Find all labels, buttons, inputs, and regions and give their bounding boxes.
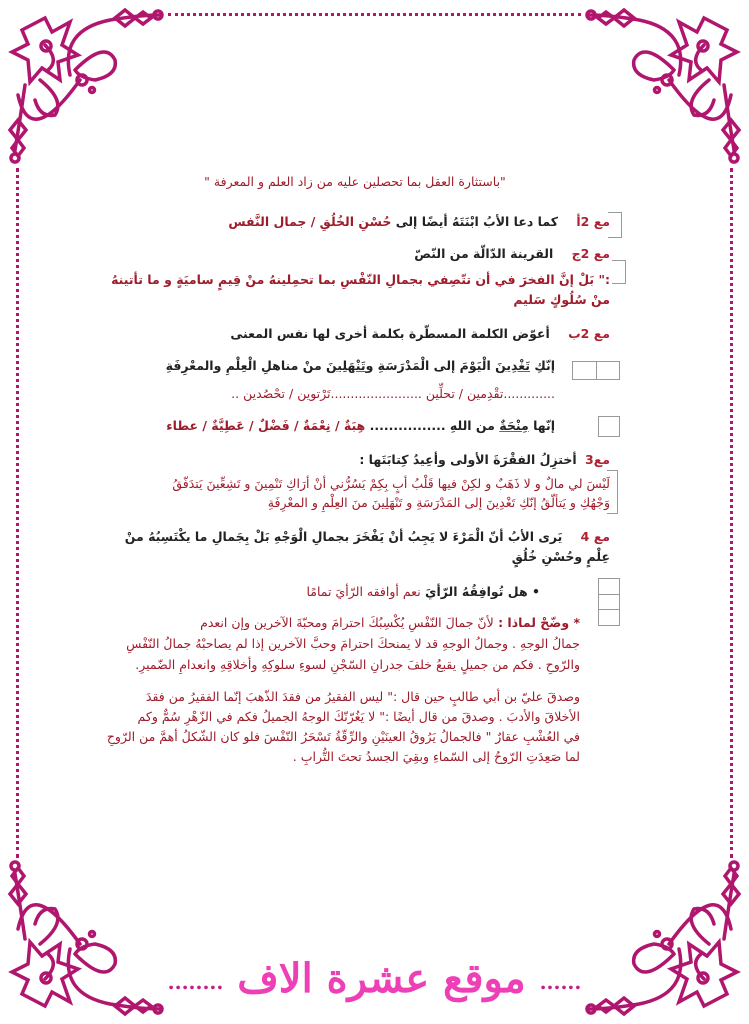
answer-line: لَيْسَ لي مالٌ و لا ذَهَبٌ و لكِنْ فيها قَلْبُ أبٍ بِكِمْ يَسُرُّني أنْ أرَاكِ تَنْمِينَ و تَشِعِّينَ يَتدَفّقُ — [172, 476, 610, 491]
agree-question — [100, 582, 540, 602]
score-box-q2j[interactable] — [612, 260, 626, 284]
quote-line: وصدقَ عليّ بن أبي طالبٍ حين قال :" ليس الفقيرُ من فقدَ الذّهبَ إنّما الفقيرُ من فقدَ — [145, 689, 580, 704]
answer-text: حُسْنِ الخُلُقِ / جمال النَّفس — [228, 214, 392, 229]
question-label: مع 2ج — [571, 246, 610, 261]
explanation — [100, 612, 580, 675]
sentence-text: إنّكِ — [530, 358, 555, 373]
site-watermark — [0, 955, 749, 1002]
answer-2j — [100, 270, 610, 310]
sentence-text: الْيَوْمَ إلى الْمَدْرَسَةِ و — [365, 358, 496, 373]
answer-2b-1 — [100, 384, 555, 404]
question-4 — [100, 527, 610, 567]
explain-text: لأنّ جمالَ النّفْسِ يُكْسِبُكَ احترامَ ومحبّةَ الآخرين وإن انعدم — [200, 615, 494, 630]
quote-line: الأخلاقَ والأدبَ . وصدقَ من قال أيضًا :" لا يَغُرّنّكَ الوجهُ الجميلُ فكم في الزّهْرِ سُمٌّ وكم — [137, 709, 580, 724]
sentence-2b-2 — [100, 416, 555, 436]
corner-ornament-top-left — [0, 0, 170, 170]
question-label: مع3 — [585, 452, 610, 467]
border-dots-top — [168, 13, 581, 16]
sentence-text: منْ مناهلِ الْعِلْمِ والمعْرِفَةِ — [165, 358, 327, 373]
question-2b — [100, 324, 610, 344]
footer-dots-left: ........ — [167, 970, 224, 994]
question-text: القرينة الدّالّة من النّصّ — [414, 246, 554, 261]
quote-line: في العُشْبِ عقارٌ " فالجمالُ يَرُوقُ العينَيْنِ والرِّقّةُ تَسْحَرُ النّفْسَ فلو كان الشّكلُ أهمَّ من الرّوحِ — [106, 729, 580, 744]
explain-text: والرّوحِ . فكم من جميلٍ يقبعُ خلفَ جدرانِ السّجْنِ لسوءِ سلوكِهِ وأخلاقِهِ وانعدامِ الضّميرِ. — [135, 657, 580, 672]
question-text: أختزِلُ الفقْرَةَ الأولى وأعِيدُ كِتابَتَها : — [359, 452, 577, 467]
score-box-q2a[interactable] — [608, 212, 622, 238]
sentence-2b-1 — [100, 356, 555, 376]
explain-label: * وضّحْ لماذا : — [493, 615, 580, 630]
question-text: يَرى الأبُ أنّ الْمَرْءَ لا يَجِبُ أنْ يَفْخَرَ بجمالِ الْوَجْهِ بَلْ بِجَمالِ ما يكْتَسِبُهُ منْ — [124, 529, 563, 544]
question-label: مع 4 — [580, 529, 610, 544]
answer-line: منْ سُلُوكٍ سَليم — [513, 292, 610, 307]
underlined-word: تَغْدِينَ — [495, 358, 531, 373]
border-dots-left — [16, 168, 19, 858]
sentence-text: من اللهِ ................ — [369, 418, 500, 433]
answer-line: وَجْهُكِ و يَتألّقُ إنّكِ تَغْدِينَ إلى المَدْرَسَةِ و تَنْهَلِينَ منَ العِلْمِ و المعْرِفَةِ — [267, 495, 610, 510]
answer-text: هِبَةٌ / نِعْمَةٌ / فَضْلٌ / عَطِيَّةٌ / عطاء — [166, 418, 366, 433]
question-text: كما دعا الأبُ ابْنَتَهُ أيضًا إلى — [391, 214, 558, 229]
question-2a — [100, 212, 610, 232]
score-box-q4[interactable] — [598, 578, 620, 626]
site-name: موقع عشرة الاف — [237, 955, 526, 1002]
floral-ornament-icon — [579, 0, 749, 170]
floral-ornament-icon — [0, 0, 170, 170]
score-box-q2b-1[interactable] — [572, 361, 620, 380]
question-2j — [100, 244, 610, 264]
answer-line: :" بَلْ إنَّ الفخرَ في أن تتّصِفي بجمالِ النّفْسِ بما تحمِلينهُ منْ قِيمٍ ساميَةٍ و ما تأتينهُ — [111, 272, 610, 287]
footer-dots-right: ...... — [539, 970, 582, 994]
question-text: أعوّض الكلمة المسطّرة بكلمة أخرى لها نفس المعنى — [230, 326, 550, 341]
question-text: عِلْمٍ وحُسْنِ خُلُقٍ — [511, 549, 610, 564]
underlined-word: تَنْهَلِينَ — [326, 358, 366, 373]
intro-quote — [100, 172, 610, 192]
border-dots-right — [730, 168, 733, 858]
score-box-q2b-2[interactable] — [598, 416, 620, 437]
corner-ornament-top-right — [579, 0, 749, 170]
question-label: مع 2أ — [576, 214, 610, 229]
intro-quote-text: "باستثارة العقل بما تحصلين عليه من زاد العلم و المعرفة " — [204, 174, 506, 189]
sentence-text: إنّها — [528, 418, 555, 433]
question-3 — [100, 450, 610, 470]
agree-question-text: هل تُوافِقُهُ الرّأيَ — [425, 584, 528, 599]
quote-line: لما صَعِدَتِ الرّوحُ إلى السّماءِ وبقِيَ الجسدُ تحتَ التُّرابِ . — [292, 749, 580, 764]
answer-3 — [100, 474, 610, 512]
question-label: مع 2ب — [568, 326, 610, 341]
underlined-word: مِنْحَةٌ — [499, 418, 529, 433]
explain-text: جمالُ الوجهِ . وجمالُ الوجهِ قد لا يمنحكَ احترامَ وحبَّ الآخرين إذا لم يصاحبْهُ جمالُ النّفْسِ — [126, 636, 580, 651]
bullet: • — [532, 584, 540, 599]
agree-answer: نعم أوافقه الرّأيَ تمامًا — [306, 584, 421, 599]
answer-text: .............تقْدِمين / تحلِّين .......................تَرْتوين / تحْصُدين .. — [231, 386, 555, 401]
quote-block — [100, 687, 580, 767]
